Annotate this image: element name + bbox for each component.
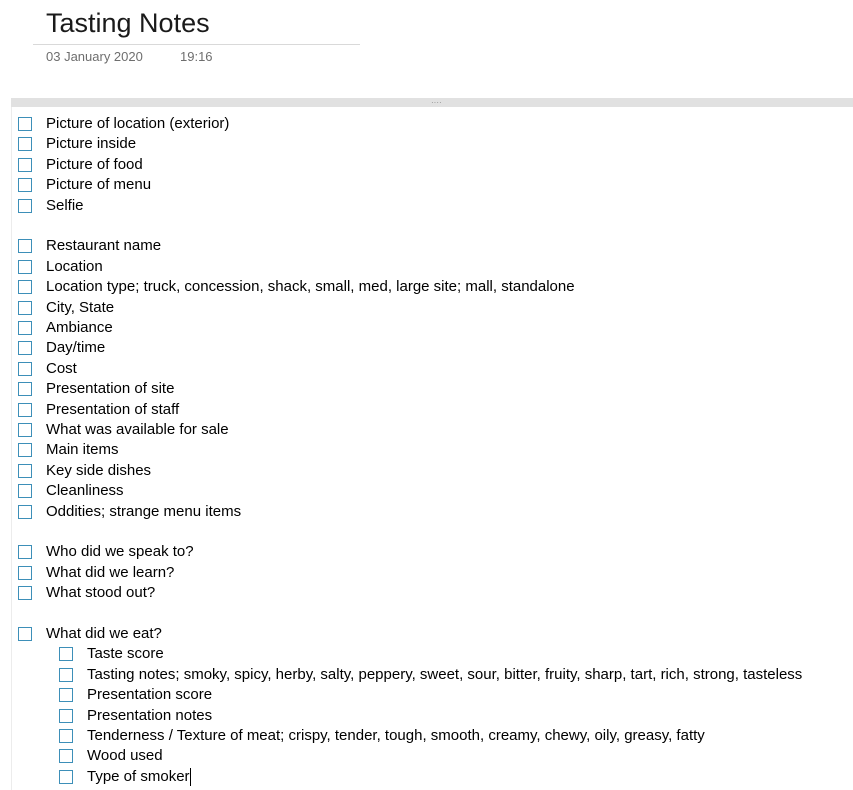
todo-item[interactable] <box>0 338 105 358</box>
checkbox[interactable] <box>18 341 32 355</box>
todo-label[interactable]: City, State <box>46 299 115 316</box>
todo-item[interactable] <box>0 542 194 562</box>
todo-item[interactable] <box>0 134 136 154</box>
checkbox[interactable] <box>18 403 32 417</box>
todo-item[interactable] <box>0 175 151 195</box>
todo-item[interactable] <box>0 236 161 256</box>
todo-subitem[interactable] <box>0 644 164 664</box>
todo-item[interactable] <box>0 400 179 420</box>
todo-label[interactable]: Presentation score <box>87 686 213 703</box>
todo-item[interactable] <box>0 196 84 216</box>
todo-label[interactable]: Key side dishes <box>46 462 152 479</box>
checkbox[interactable] <box>59 770 73 784</box>
todo-item[interactable] <box>0 481 124 501</box>
page-time[interactable]: 19:16 <box>180 49 213 64</box>
todo-subitem[interactable] <box>0 726 705 746</box>
page-title[interactable]: Tasting Notes <box>46 8 210 38</box>
checkbox[interactable] <box>18 566 32 580</box>
todo-item[interactable] <box>0 502 241 522</box>
page-date[interactable]: 03 January 2020 <box>46 49 143 64</box>
checkbox[interactable] <box>59 647 73 661</box>
checkbox[interactable] <box>18 280 32 294</box>
checkbox[interactable] <box>18 586 32 600</box>
checkbox[interactable] <box>18 321 32 335</box>
checkbox[interactable] <box>18 545 32 559</box>
todo-item[interactable] <box>0 624 162 644</box>
todo-item[interactable] <box>0 563 174 583</box>
todo-item[interactable] <box>0 155 143 175</box>
todo-label[interactable]: Location <box>46 258 103 275</box>
todo-item[interactable] <box>0 440 119 460</box>
checkbox[interactable] <box>18 239 32 253</box>
todo-subitem[interactable] <box>0 685 212 705</box>
todo-item[interactable] <box>0 298 114 318</box>
note-container-handle[interactable] <box>11 98 853 107</box>
checkbox[interactable] <box>18 158 32 172</box>
todo-label[interactable]: Restaurant name <box>46 237 162 254</box>
todo-item[interactable] <box>0 420 229 440</box>
todo-label[interactable]: Picture of food <box>46 156 143 173</box>
checkbox[interactable] <box>18 137 32 151</box>
todo-label[interactable]: Presentation of staff <box>46 401 180 418</box>
checkbox[interactable] <box>18 178 32 192</box>
checkbox[interactable] <box>18 362 32 376</box>
checkbox[interactable] <box>59 668 73 682</box>
checkbox[interactable] <box>18 627 32 641</box>
checkbox[interactable] <box>18 199 32 213</box>
todo-label[interactable]: Day/time <box>46 339 106 356</box>
todo-subitem[interactable] <box>0 665 802 685</box>
todo-label[interactable]: Who did we speak to? <box>46 543 194 560</box>
checkbox[interactable] <box>59 688 73 702</box>
todo-label[interactable]: Main items <box>46 441 119 458</box>
drag-grip-icon[interactable]: ···· <box>431 98 442 107</box>
todo-item[interactable] <box>0 583 155 603</box>
checkbox[interactable] <box>18 301 32 315</box>
todo-item[interactable] <box>0 277 575 297</box>
todo-item[interactable] <box>0 379 174 399</box>
todo-subitem[interactable] <box>0 746 163 766</box>
todo-item[interactable] <box>0 359 77 379</box>
todo-label[interactable]: Tasting notes; smoky, spicy, herby, salty, peppery, sweet, sour, bitter, fruity, sharp, tart, rich, strong, tasteless <box>87 666 803 683</box>
todo-label[interactable]: What did we learn? <box>46 564 175 581</box>
todo-subitem[interactable] <box>0 706 212 726</box>
todo-label[interactable]: Cost <box>46 360 77 377</box>
todo-label[interactable]: What was available for sale <box>46 421 229 438</box>
checkbox[interactable] <box>18 382 32 396</box>
checkbox[interactable] <box>18 260 32 274</box>
todo-label[interactable]: Ambiance <box>46 319 113 336</box>
todo-item[interactable] <box>0 318 113 338</box>
text-cursor <box>190 768 191 786</box>
todo-label[interactable]: Picture of menu <box>46 176 152 193</box>
checkbox[interactable] <box>18 464 32 478</box>
todo-label[interactable]: What did we eat? <box>46 625 162 642</box>
checkbox[interactable] <box>59 729 73 743</box>
checkbox[interactable] <box>59 749 73 763</box>
todo-label[interactable]: Location type; truck, concession, shack, small, med, large site; mall, standalone <box>46 278 575 295</box>
todo-item[interactable] <box>0 114 229 134</box>
title-divider <box>33 44 360 45</box>
todo-subitem[interactable] <box>0 767 191 787</box>
checkbox[interactable] <box>18 505 32 519</box>
todo-label[interactable]: Taste score <box>87 645 164 662</box>
checkbox[interactable] <box>18 423 32 437</box>
checkbox[interactable] <box>18 484 32 498</box>
todo-item[interactable] <box>0 461 151 481</box>
todo-label[interactable]: Tenderness / Texture of meat; crispy, tender, tough, smooth, creamy, chewy, oily, greasy, fatty <box>87 727 705 744</box>
todo-label[interactable]: What stood out? <box>46 584 156 601</box>
todo-label[interactable]: Wood used <box>87 747 163 764</box>
todo-label[interactable]: Presentation notes <box>87 707 213 724</box>
todo-item[interactable] <box>0 257 103 277</box>
todo-label[interactable]: Picture inside <box>46 135 137 152</box>
todo-label[interactable]: Presentation of site <box>46 380 175 397</box>
todo-label[interactable]: Picture of location (exterior) <box>46 115 230 132</box>
todo-label[interactable]: Oddities; strange menu items <box>46 503 242 520</box>
checkbox[interactable] <box>18 117 32 131</box>
todo-label[interactable]: Cleanliness <box>46 482 124 499</box>
checkbox[interactable] <box>59 709 73 723</box>
todo-label[interactable]: Selfie <box>46 197 84 214</box>
checkbox[interactable] <box>18 443 32 457</box>
todo-label[interactable]: Type of smoker <box>87 768 190 785</box>
